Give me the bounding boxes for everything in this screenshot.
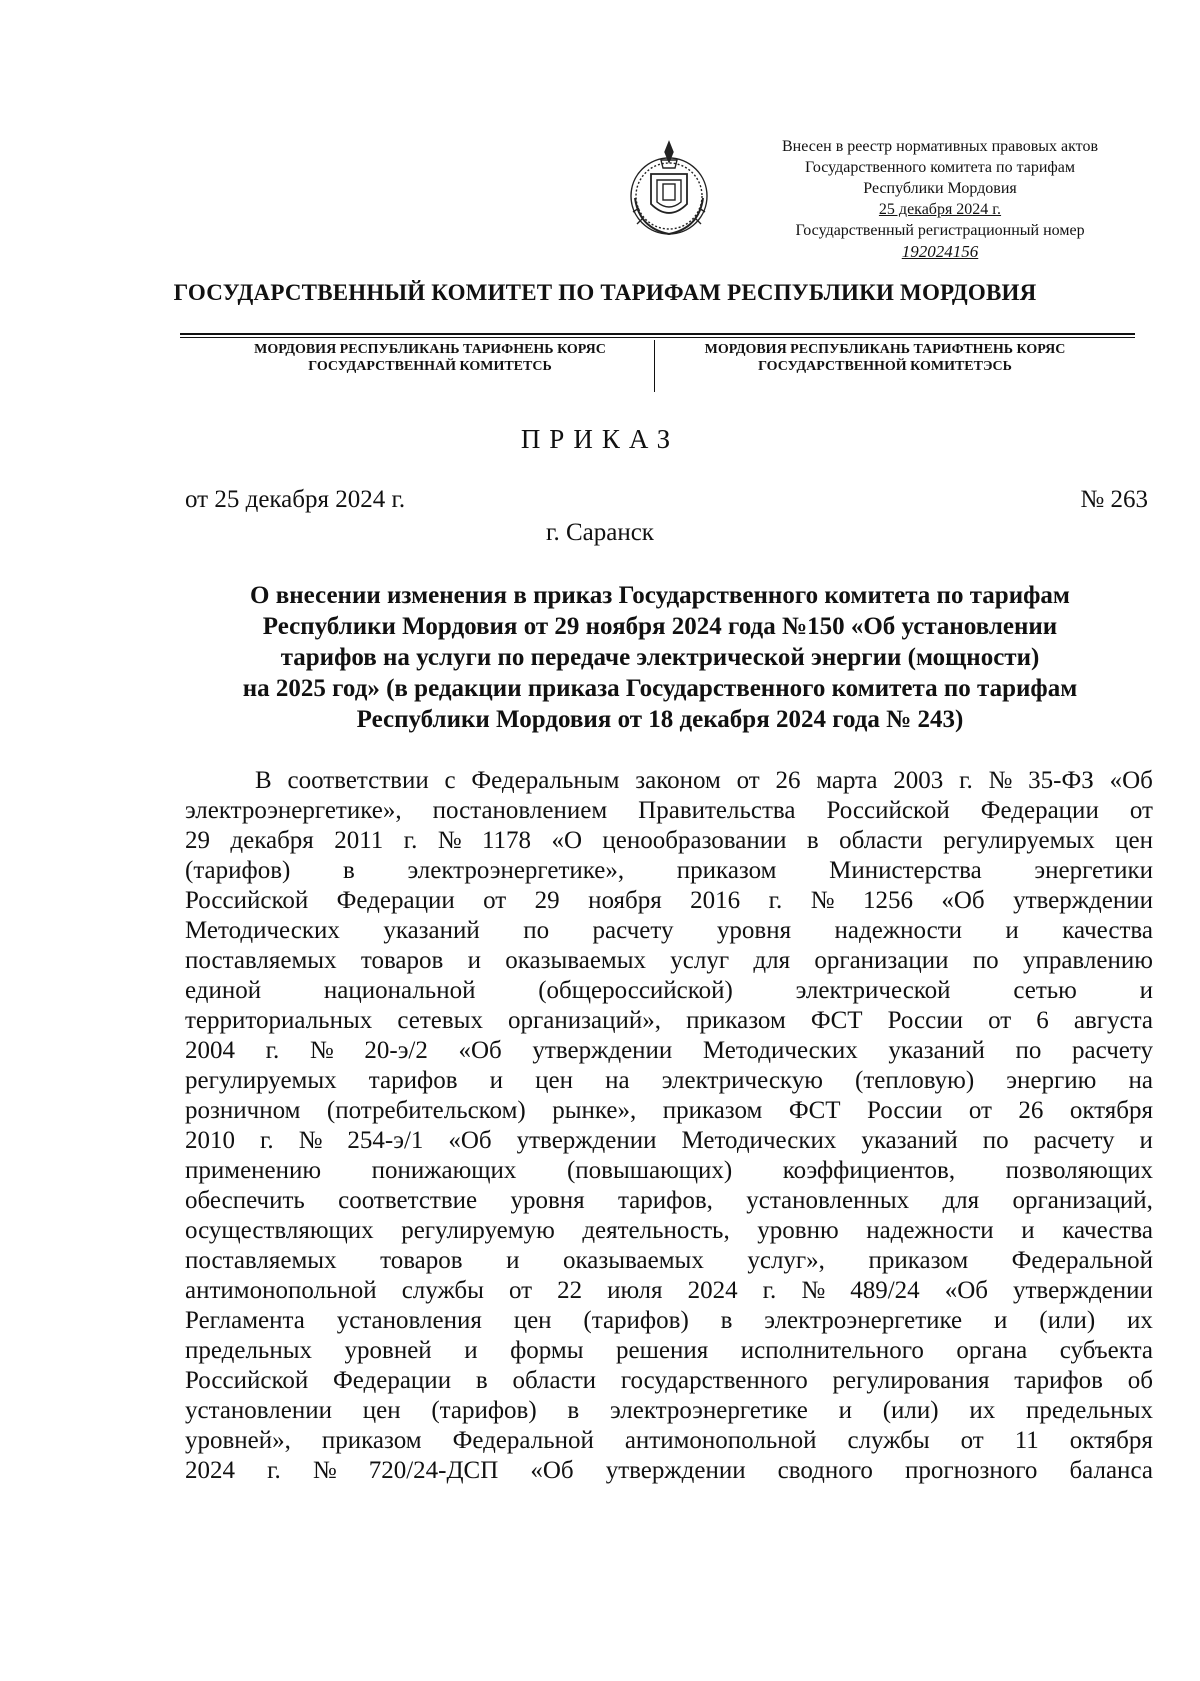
registry-line-1: Внесен в реестр нормативных правовых актов bbox=[782, 138, 1098, 155]
registry-note bbox=[760, 136, 1120, 262]
body-line: Российской Федерации от 29 ноября 2016 г. № 1256 «Об утверждении bbox=[185, 887, 1153, 914]
body-line: В соответствии с Федеральным законом от 26 марта 2003 г. № 35-ФЗ «Об bbox=[255, 767, 1153, 794]
body-line: территориальных сетевых организаций», приказом ФСТ России от 6 августа bbox=[185, 1007, 1153, 1034]
agency-name-erzya bbox=[665, 341, 1105, 375]
body-line: (тарифов) в электроэнергетике», приказом Министерства энергетики bbox=[185, 857, 1153, 884]
order-number: № 263 bbox=[1080, 486, 1148, 513]
agency-name-erzya-line-1: МОРДОВИЯ РЕСПУБЛИКАНЬ ТАРИФТНЕНЬ КОРЯС bbox=[704, 342, 1066, 357]
body-line: антимонопольной службы от 22 июля 2024 г. № 489/24 «Об утверждении bbox=[185, 1277, 1153, 1304]
body-line: предельных уровней и формы решения исполнительного органа субъекта bbox=[185, 1337, 1153, 1364]
header-divider-thick bbox=[180, 333, 1135, 335]
registry-number-label: Государственный регистрационный номер bbox=[795, 222, 1085, 239]
registry-line-2: Государственного комитета по тарифам bbox=[804, 159, 1076, 176]
body-line: 2004 г. № 20-э/2 «Об утверждении Методических указаний по расчету bbox=[185, 1037, 1153, 1064]
registry-date: 25 декабря 2024 г. bbox=[878, 201, 1002, 218]
heading-line: тарифов на услуги по передаче электрической энергии (мощности) bbox=[280, 644, 1040, 671]
order-body bbox=[185, 766, 1153, 1486]
body-line: Регламента установления цен (тарифов) в электроэнергетике и (или) их bbox=[185, 1307, 1153, 1334]
agency-name-erzya-line-2: ГОСУДАРСТВЕННОЙ КОМИТЕТЭСЬ bbox=[758, 359, 1012, 374]
body-line: установлении цен (тарифов) в электроэнергетике и (или) их предельных bbox=[185, 1397, 1153, 1424]
body-line: Российской Федерации в области государственного регулирования тарифов об bbox=[185, 1367, 1153, 1394]
order-city: г. Саранск bbox=[546, 519, 654, 546]
body-line: 29 декабря 2011 г. № 1178 «О ценообразовании в области регулируемых цен bbox=[185, 827, 1153, 854]
heading-line: Республики Мордовия от 29 ноября 2024 года №150 «Об установлении bbox=[262, 613, 1058, 640]
agency-name-moksha-line-2: ГОСУДАРСТВЕННАЙ КОМИТЕТСЬ bbox=[308, 359, 552, 374]
body-line: обеспечить соответствие уровня тарифов, установленных для организаций, bbox=[185, 1187, 1153, 1214]
body-line: электроэнергетике», постановлением Правительства Российской Федерации от bbox=[185, 797, 1153, 824]
heading-line: Республики Мордовия от 18 декабря 2024 года № 243) bbox=[356, 706, 964, 733]
agency-name-moksha-line-1: МОРДОВИЯ РЕСПУБЛИКАНЬ ТАРИФНЕНЬ КОРЯС bbox=[254, 342, 606, 357]
body-line: поставляемых товаров и оказываемых услуг», приказом Федеральной bbox=[185, 1247, 1153, 1274]
body-line: 2024 г. № 720/24-ДСП «Об утверждении сводного прогнозного баланса bbox=[185, 1457, 1153, 1484]
order-date: от 25 декабря 2024 г. bbox=[185, 486, 406, 513]
body-line: единой национальной (общероссийской) электрической сетью и bbox=[185, 977, 1153, 1004]
header-divider-thin bbox=[180, 337, 1135, 338]
header-vertical-separator bbox=[654, 340, 655, 392]
order-heading bbox=[185, 580, 1135, 735]
body-line: 2010 г. № 254-э/1 «Об утверждении Методических указаний по расчету и bbox=[185, 1127, 1153, 1154]
body-line: розничном (потребительском) рынке», приказом ФСТ России от 26 октября bbox=[185, 1097, 1153, 1124]
heading-line: на 2025 год» (в редакции приказа Государственного комитета по тарифам bbox=[242, 675, 1078, 702]
body-line: уровней», приказом Федеральной антимонопольной службы от 11 октября bbox=[185, 1427, 1153, 1454]
heading-line: О внесении изменения в приказ Государственного комитета по тарифам bbox=[250, 582, 1070, 609]
order-title: ПРИКАЗ bbox=[520, 424, 680, 454]
body-line: Методических указаний по расчету уровня надежности и качества bbox=[185, 917, 1153, 944]
body-line: регулируемых тарифов и цен на электрическую (тепловую) энергию на bbox=[185, 1067, 1153, 1094]
agency-title: ГОСУДАРСТВЕННЫЙ КОМИТЕТ ПО ТАРИФАМ РЕСПУБЛИКИ МОРДОВИЯ bbox=[173, 280, 1037, 305]
body-line: применению понижающих (повышающих) коэффициентов, позволяющих bbox=[185, 1157, 1153, 1184]
agency-name-moksha bbox=[210, 341, 650, 375]
body-line: осуществляющих регулируемую деятельность, уровню надежности и качества bbox=[185, 1217, 1153, 1244]
body-line: поставляемых товаров и оказываемых услуг для организации по управлению bbox=[185, 947, 1153, 974]
registry-line-3: Республики Мордовия bbox=[863, 180, 1017, 197]
registry-number: 192024156 bbox=[901, 242, 979, 261]
coat-of-arms-emblem bbox=[625, 138, 713, 242]
